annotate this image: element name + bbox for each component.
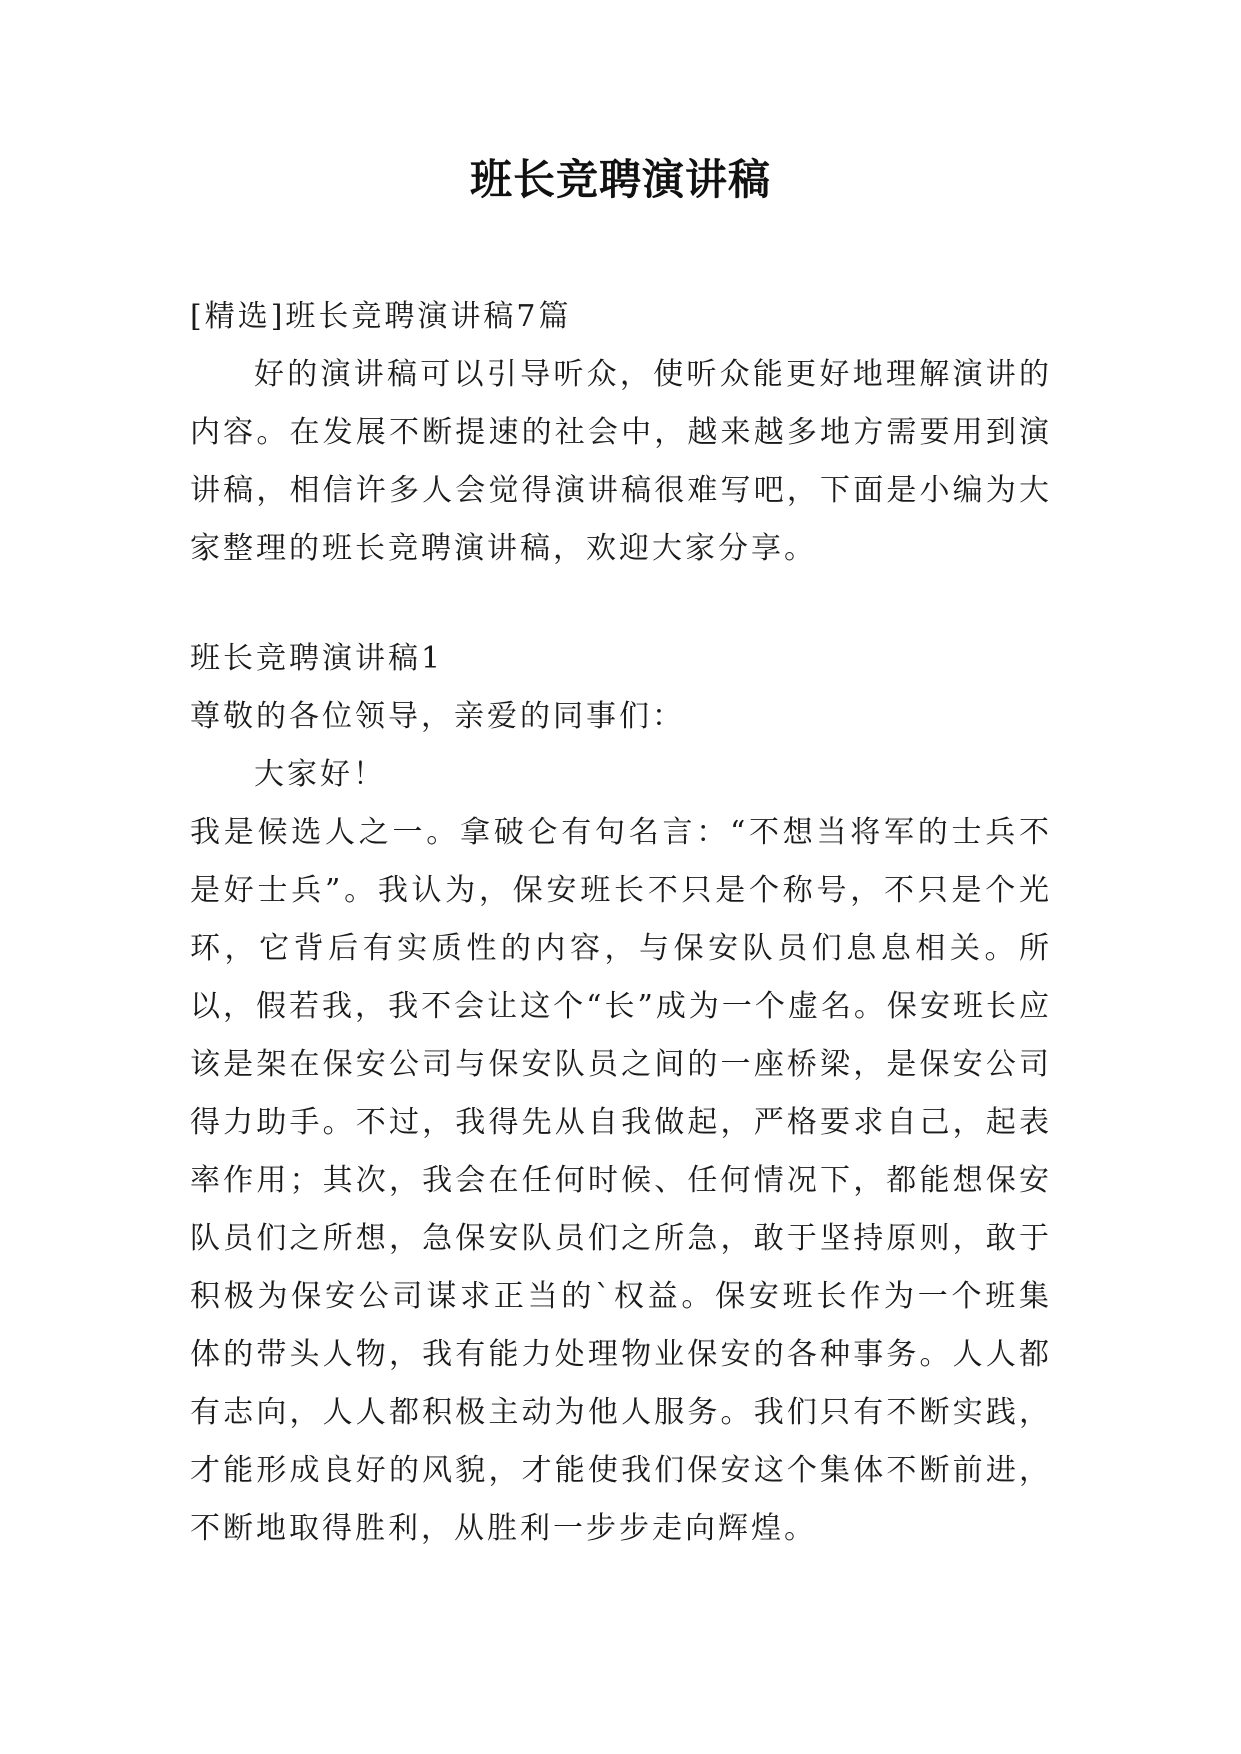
document-subtitle: [精选]班长竞聘演讲稿7篇 xyxy=(190,299,572,334)
document-body xyxy=(190,288,1052,1558)
greeting: 大家好！ xyxy=(254,757,386,792)
intro-paragraph: 好的演讲稿可以引导听众，使听众能更好地理解演讲的内容。在发展不断提速的社会中，越来越多地方需要用到演讲稿，相信许多人会觉得演讲稿很难写吧，下面是小编为大家整理的班长竞聘演讲稿，欢迎大家分享。 xyxy=(190,357,1052,566)
body-paragraph: 我是候选人之一。拿破仑有句名言：“不想当将军的士兵不是好士兵”。我认为，保安班长不只是个称号，不只是个光环，它背后有实质性的内容，与保安队员们息息相关。所以，假若我，我不会让这个“长”成为一个虚名。保安班长应该是架在保安公司与保安队员之间的一座桥梁，是保安公司得力助手。不过，我得先从自我做起，严格要求自己，起表率作用；其次，我会在任何时候、任何情况下，都能想保安队员们之所想，急保安队员们之所急，敢于坚持原则，敢于积极为保安公司谋求正当的`权益。保安班长作为一个班集体的带头人物，我有能力处理物业保安的各种事务。人人都有志向，人人都积极主动为他人服务。我们只有不断实践，才能形成良好的风貌，才能使我们保安这个集体不断前进，不断地取得胜利，从胜利一步步走向辉煌。 xyxy=(190,815,1052,1546)
section-heading: 班长竞聘演讲稿1 xyxy=(190,641,444,676)
document-title: 班长竞聘演讲稿 xyxy=(469,155,771,204)
salutation: 尊敬的各位领导，亲爱的同事们： xyxy=(190,699,685,734)
